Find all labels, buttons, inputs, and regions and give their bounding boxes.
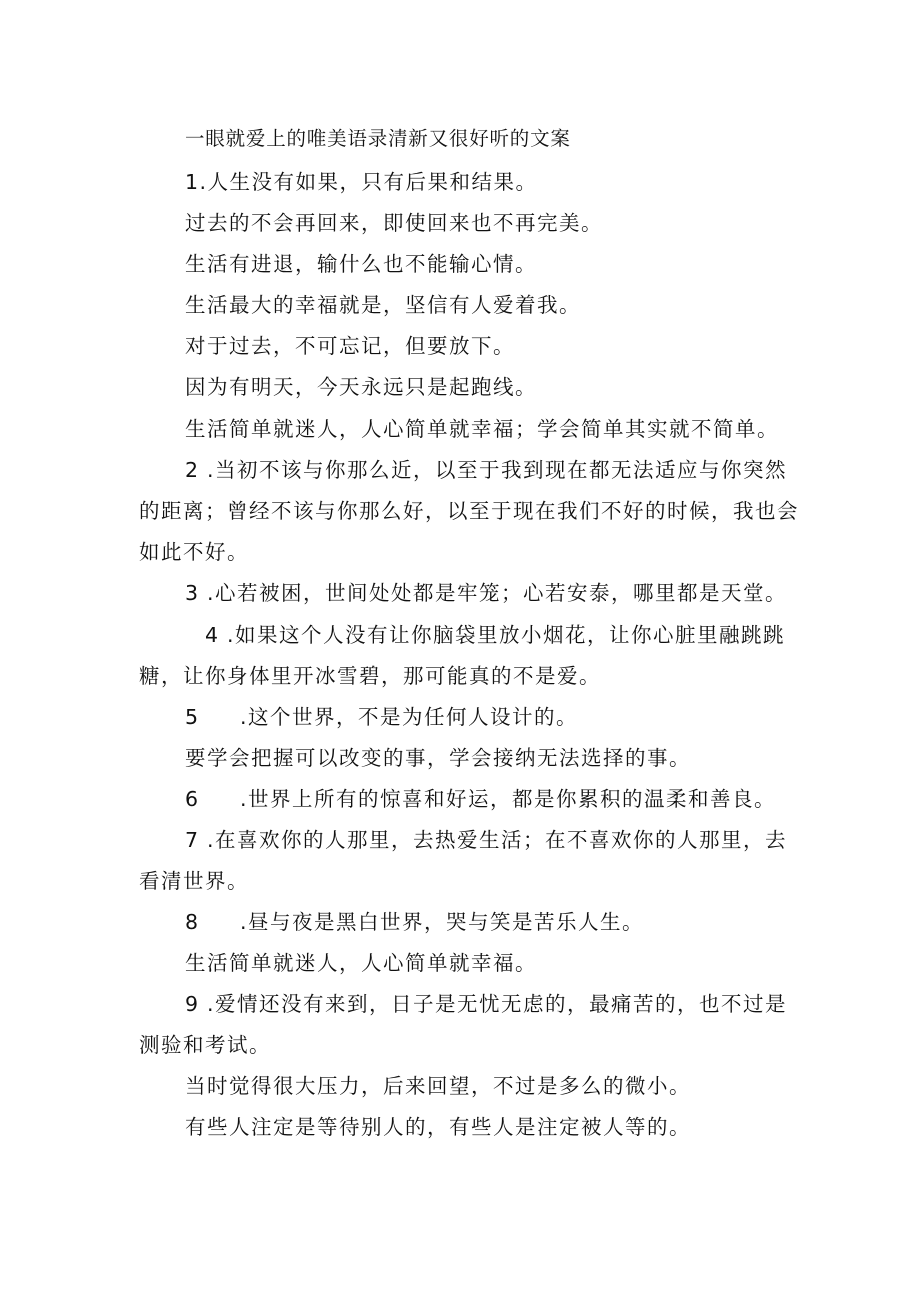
item-number: 4 [205,623,220,647]
text-line-1: 1.人生没有如果，只有后果和结果。 [185,170,538,194]
paragraph-9-line-1 [185,989,787,1019]
item-number: 7 [185,828,200,852]
paragraph-7-line-1 [185,825,787,855]
paragraph-5-line-2: 要学会把握可以改变的事，学会接纳无法选择的事。 [185,746,691,770]
item-number: 3 [185,581,200,605]
paragraph-9-line-3: 当时觉得很大压力，后来回望，不过是多么的微小。 [185,1074,691,1098]
text-line-7: 生活简单就迷人，人心简单就幸福；学会简单其实就不简单。 [185,417,779,441]
item-text: .心若被困，世间处处都是牢笼；心若安泰，哪里都是天堂。 [207,581,788,605]
paragraph-2-line-3: 如此不好。 [139,540,249,564]
item-number: 2 [185,458,200,482]
item-text: .如果这个人没有让你脑袋里放小烟花，让你心脏里融跳跳 [227,623,786,647]
text-line-5: 对于过去，不可忘记，但要放下。 [185,334,515,358]
item-number: 5 [185,705,200,729]
paragraph-3 [185,578,787,608]
paragraph-2-line-1 [185,455,787,485]
item-text: .当初不该与你那么近，以至于我到现在都无法适应与你突然 [207,458,788,482]
paragraph-6 [185,784,776,814]
item-text: .这个世界，不是为任何人设计的。 [240,705,579,729]
item-text: .世界上所有的惊喜和好运，都是你累积的温柔和善良。 [240,787,777,811]
paragraph-4-line-2: 糖，让你身体里开冰雪碧，那可能真的不是爱。 [139,664,601,688]
paragraph-8-line-1 [185,907,644,937]
paragraph-2-line-2: 的距离；曾经不该与你那么好，以至于现在我们不好的时候，我也会 [139,499,799,523]
item-number: 9 [185,992,200,1016]
text-line-3: 生活有进退，输什么也不能输心情。 [185,252,537,276]
paragraph-8-line-2: 生活简单就迷人，人心简单就幸福。 [185,951,537,975]
item-number: 8 [185,910,200,934]
text-line-4: 生活最大的幸福就是，坚信有人爱着我。 [185,293,581,317]
text-line-2: 过去的不会再回来，即使回来也不再完美。 [185,211,603,235]
text-line-6: 因为有明天，今天永远只是起跑线。 [185,375,537,399]
paragraph-5-line-1 [185,702,578,732]
item-number: 6 [185,787,200,811]
item-text: .在喜欢你的人那里，去热爱生活；在不喜欢你的人那里，去 [207,828,788,852]
item-text: .爱情还没有来到，日子是无忧无虑的，最痛苦的，也不过是 [207,992,788,1016]
paragraph-9-line-4: 有些人注定是等待别人的，有些人是注定被人等的。 [185,1115,691,1139]
item-text: .昼与夜是黑白世界，哭与笑是苦乐人生。 [240,910,645,934]
paragraph-4-line-1 [205,620,785,650]
paragraph-9-line-2: 测验和考试。 [139,1033,271,1057]
document-title: 一眼就爱上的唯美语录清新又很好听的文案 [185,127,571,150]
paragraph-7-line-2: 看清世界。 [139,869,249,893]
